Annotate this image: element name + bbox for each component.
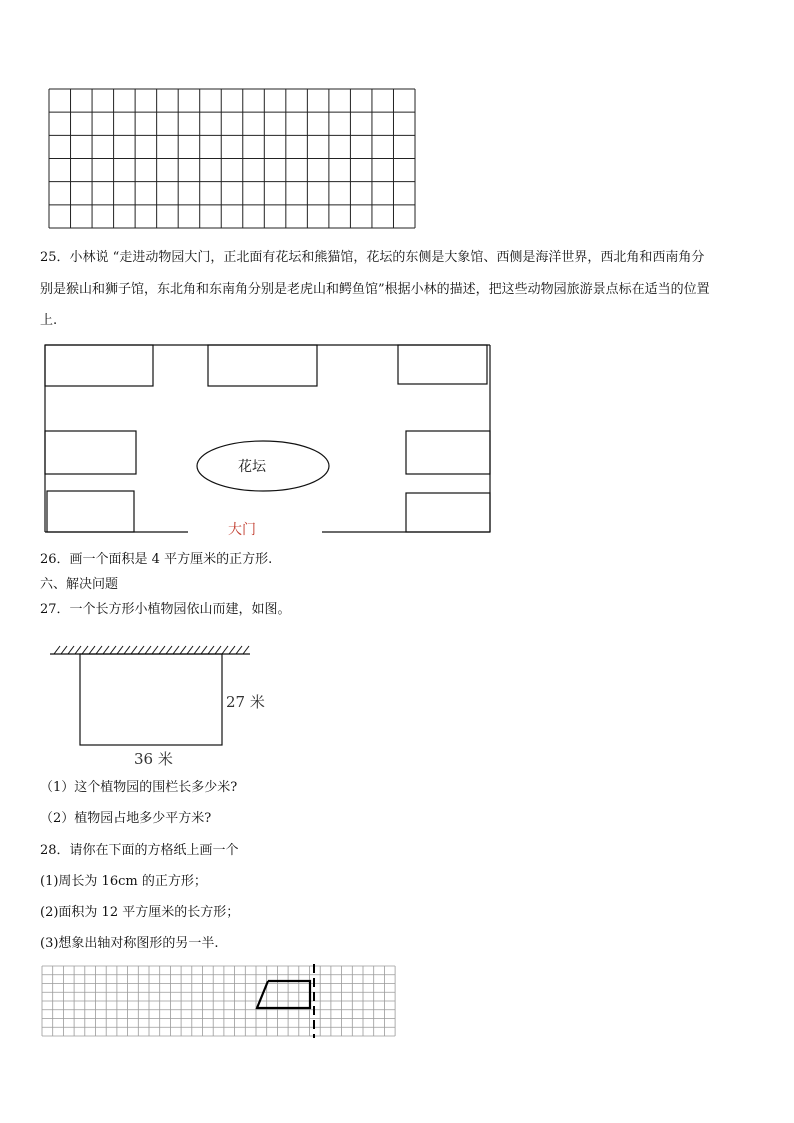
section-title: 六、解决问题 — [40, 577, 119, 592]
flowerbed-label: 花坛 — [238, 459, 266, 475]
side-length-label: 27 米 — [226, 693, 265, 711]
q26-text: 26．画一个面积是 4 平方厘米的正方形. — [40, 552, 273, 567]
q25-line3: 上. — [40, 313, 58, 328]
q28-item1: (1)周长为 16cm 的正方形； — [40, 874, 207, 889]
half-figure — [257, 981, 310, 1008]
q28-item2: (2)面积为 12 平方厘米的长方形； — [40, 905, 240, 920]
bottom-length-label: 36 米 — [134, 750, 173, 768]
q28-text: 28．请你在下面的方格纸上画一个 — [40, 843, 239, 858]
q27-sub1: （1）这个植物园的围栏长多少米? — [40, 780, 238, 795]
q27-text: 27．一个长方形小植物园依山而建，如图。 — [40, 602, 291, 617]
q28-item3: (3)想象出轴对称图形的另一半. — [40, 936, 219, 951]
q25-line1: 25．小林说 “走进动物园大门，正北面有花坛和熊猫馆，花坛的东侧是大象馆、西侧是海洋世界，西北角和西南角分 — [40, 250, 705, 265]
q25-line2: 别是猴山和狮子馆，东北角和东南角分别是老虎山和鳄鱼馆”根据小林的描述，把这些动物园旅游景点标在适当的位置 — [40, 282, 710, 297]
q27-sub2: （2）植物园占地多少平方米? — [40, 811, 212, 826]
gate-label: 大门 — [228, 522, 256, 538]
